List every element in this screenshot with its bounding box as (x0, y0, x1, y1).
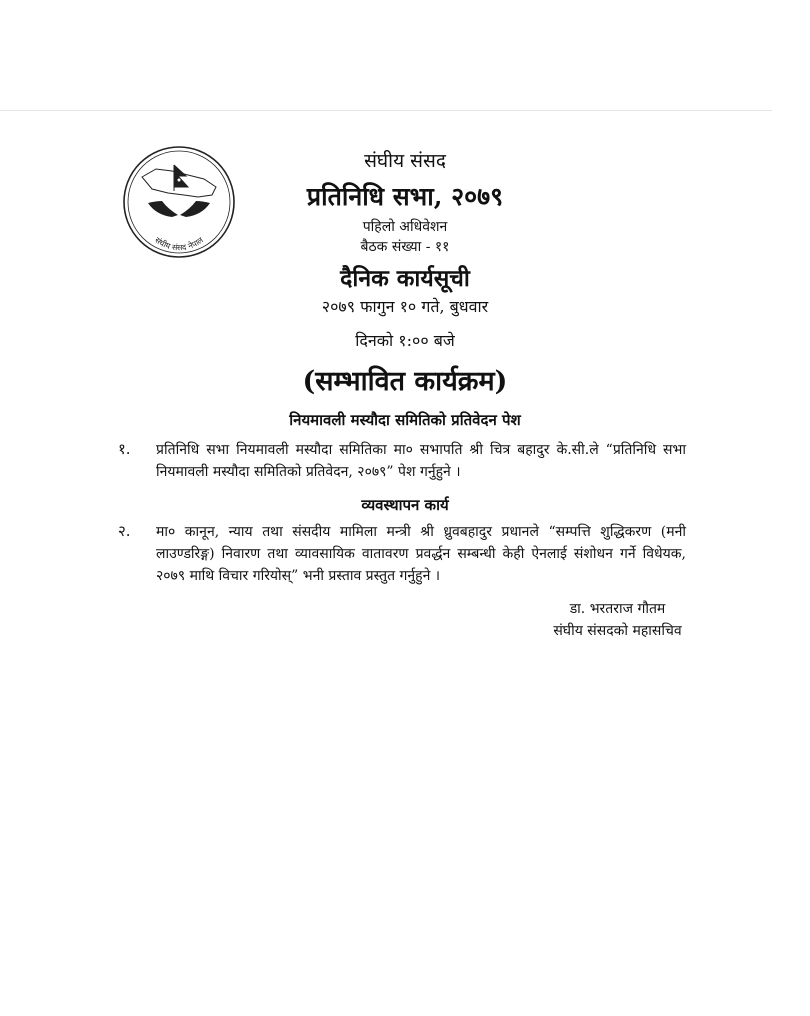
session-label: पहिलो अधिवेशन (362, 219, 448, 235)
sitting-number: बैठक संख्या - ११ (360, 239, 450, 255)
program-heading: (सम्भावित कार्यक्रम) (302, 366, 508, 397)
item-text: प्रतिनिधि सभा नियमावली मस्यौदा समितिका मा० सभापति श्री चित्र बहादुर के.सी.ले “प्रतिनिधि सभा नियमावली मस्यौदा समितिको प्रतिवेदन, २०७९” पेश गर्नुहुने । (156, 442, 686, 480)
item-number: २. (118, 522, 131, 540)
section-heading-legislation: व्यवस्थापन कार्य (361, 496, 449, 514)
item-text: मा० कानून, न्याय तथा संसदीय मामिला मन्त्री श्री ध्रुवबहादुर प्रधानले “सम्पत्ति शुद्धिकरण (मनी लाउण्डरिङ्ग) निवारण तथा व्यावसायिक वातावरण प्रवर्द्धन सम्बन्धी केही ऐनलाई संशोधन गर्ने विधेयक, २०७९ माथि विचार गरियोस्” भनी प्रस्ताव प्रस्तुत गर्नुहुने । (156, 524, 686, 584)
parliament-name: संघीय संसद (364, 150, 446, 172)
signatory-title: संघीय संसदको महासचिव (553, 623, 682, 639)
meeting-date: २०७९ फागुन १० गते, बुधवार (321, 297, 489, 316)
section-heading-report: नियमावली मस्यौदा समितिको प्रतिवेदन पेश (289, 411, 521, 429)
top-blank-strip (0, 0, 772, 111)
agenda-page (0, 111, 810, 1016)
agenda-title: दैनिक कार्यसूची (340, 265, 470, 292)
item-number: १. (118, 440, 131, 458)
emblem-text: संघीय संसद नेपाल (153, 235, 205, 253)
signatory-name: डा. भरतराज गौतम (569, 601, 666, 617)
meeting-time: दिनको १:०० बजे (355, 331, 455, 350)
house-title: प्रतिनिधि सभा, २०७९ (306, 182, 504, 211)
